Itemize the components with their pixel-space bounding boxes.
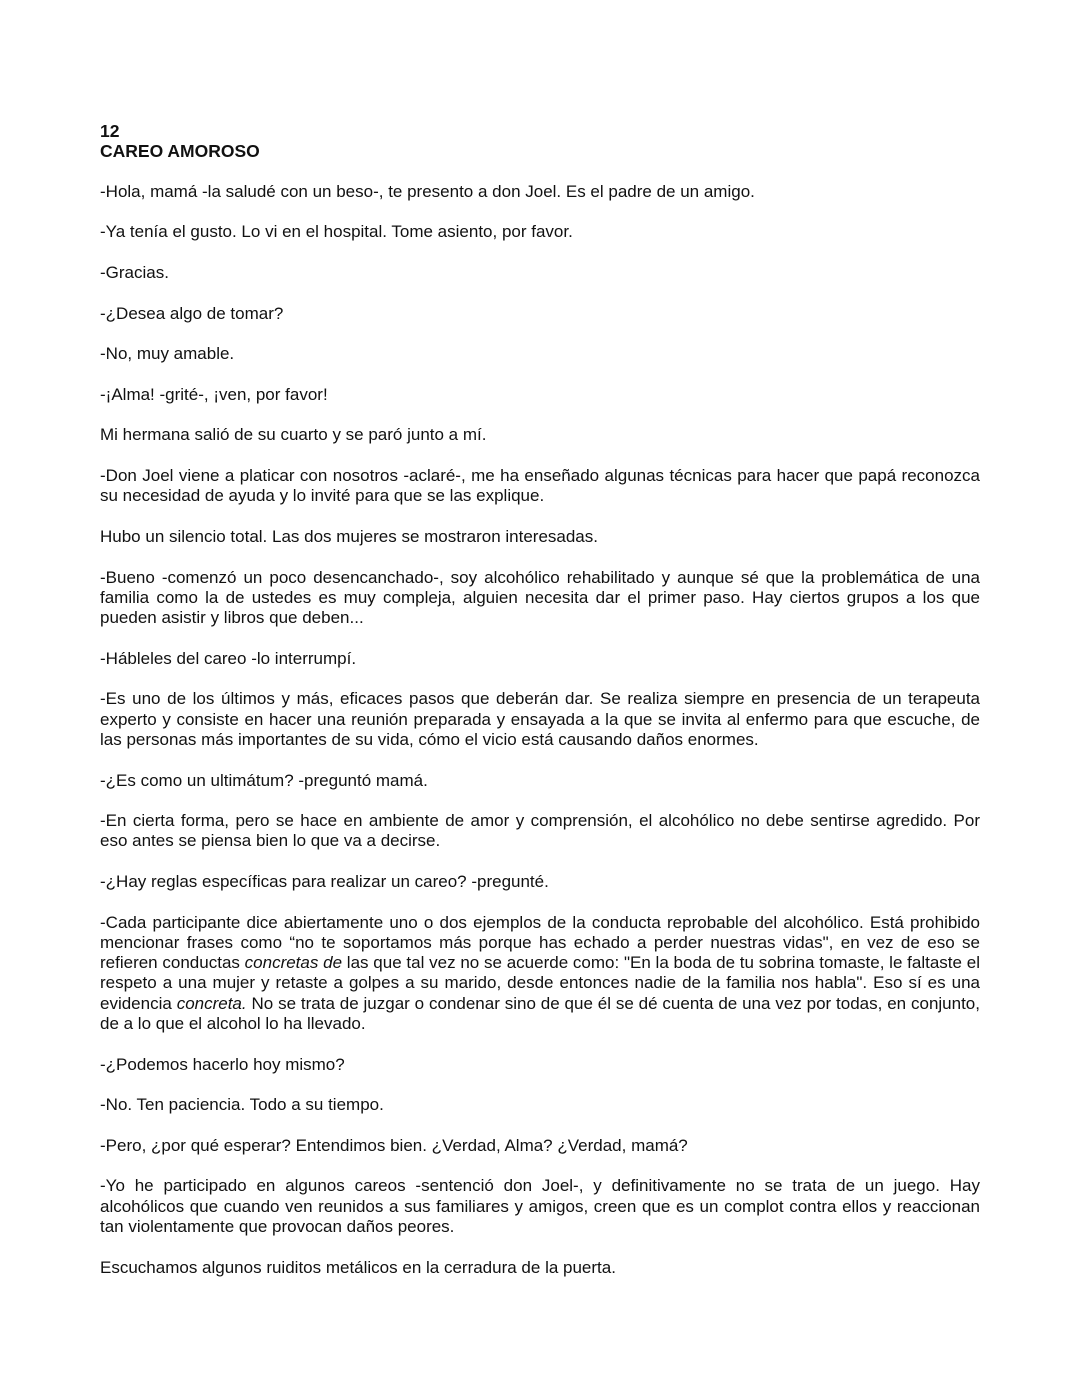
paragraph: Escuchamos algunos ruiditos metálicos en la cerradura de la puerta. bbox=[100, 1257, 616, 1277]
chapter-number: 12 bbox=[100, 121, 120, 141]
paragraph: -¡Alma! -grité-, ¡ven, por favor! bbox=[100, 384, 328, 404]
paragraph: -¿Podemos hacerlo hoy mismo? bbox=[100, 1054, 345, 1074]
paragraph: -Hábleles del careo -lo interrumpí. bbox=[100, 648, 357, 668]
paragraph: -¿Es como un ultimátum? -preguntó mamá. bbox=[100, 770, 428, 790]
paragraph: Mi hermana salió de su cuarto y se paró junto a mí. bbox=[100, 425, 487, 445]
paragraph: -No. Ten paciencia. Todo a su tiempo. bbox=[100, 1095, 384, 1115]
italic-text: concreta. bbox=[176, 993, 247, 1013]
text-span: No se trata de juzgar o condenar sino de que él se dé cuenta de una vez por todas, en conjunto, de a lo que el alcohol lo ha llevado. bbox=[100, 993, 980, 1034]
paragraph: -¿Hay reglas específicas para realizar un careo? -pregunté. bbox=[100, 871, 549, 891]
paragraph: Hubo un silencio total. Las dos mujeres se mostraron interesadas. bbox=[100, 526, 598, 546]
paragraph-careo-rules bbox=[100, 913, 980, 1035]
paragraph: -Es uno de los últimos y más, eficaces pasos que deberán dar. Se realiza siempre en presencia de un terapeuta experto y consiste en hacer una reunión preparada y ensayada a la que se invita al enfermo para que escuche, de las personas más importantes de su vida, cómo el vicio está causando daños enormes. bbox=[100, 689, 980, 749]
paragraph: -Yo he participado en algunos careos -sentenció don Joel-, y definitivamente no se trata de un juego. Hay alcohólicos que cuando ven reunidos a sus familiares y amigos, creen que es un complot contra ellos y reaccionan tan violentamente que provocan daños peores. bbox=[100, 1176, 980, 1237]
paragraph: -En cierta forma, pero se hace en ambiente de amor y comprensión, el alcohólico no debe sentirse agredido. Por eso antes se piensa bien lo que va a decirse. bbox=[100, 811, 980, 851]
chapter-title: CAREO AMOROSO bbox=[100, 141, 260, 162]
paragraph: -Don Joel viene a platicar con nosotros -aclaré-, me ha enseñado algunas técnicas para hacer que papá reconozca su necesidad de ayuda y lo invité para que se las explique. bbox=[100, 466, 980, 506]
paragraph: -Gracias. bbox=[100, 263, 169, 283]
text-span: las que tal vez no se acuerde como: "En la boda de tu sobrina tomaste, le faltaste el respeto a una mujer y retaste a golpes a su marido, desde entonces nadie de la familia nos habla". Eso sí es una evidencia bbox=[100, 953, 980, 1013]
document-body bbox=[100, 121, 980, 1278]
paragraph: -¿Desea algo de tomar? bbox=[100, 303, 284, 323]
paragraph: -Ya tenía el gusto. Lo vi en el hospital. Tome asiento, por favor. bbox=[100, 222, 573, 242]
paragraph: -Pero, ¿por qué esperar? Entendimos bien. ¿Verdad, Alma? ¿Verdad, mamá? bbox=[100, 1135, 688, 1155]
text-span: -Cada participante dice abiertamente uno o dos ejemplos de la conducta reprobable del alcohólico. Está prohibido mencionar frases como “no te soportamos más porque has echado a perder nuestras vidas", en vez de eso se refieren conductas bbox=[100, 912, 980, 973]
paragraph: -No, muy amable. bbox=[100, 344, 235, 364]
paragraph: -Hola, mamá -la saludé con un beso-, te presento a don Joel. Es el padre de un amigo. bbox=[100, 181, 755, 201]
italic-text: concretas de bbox=[244, 953, 343, 973]
paragraph: -Bueno -comenzó un poco desencanchado-, soy alcohólico rehabilitado y aunque sé que la problemática de una familia como la de ustedes es muy compleja, alguien necesita dar el primer paso. Hay ciertos grupos a los que pueden asistir y libros que deben... bbox=[100, 567, 980, 628]
